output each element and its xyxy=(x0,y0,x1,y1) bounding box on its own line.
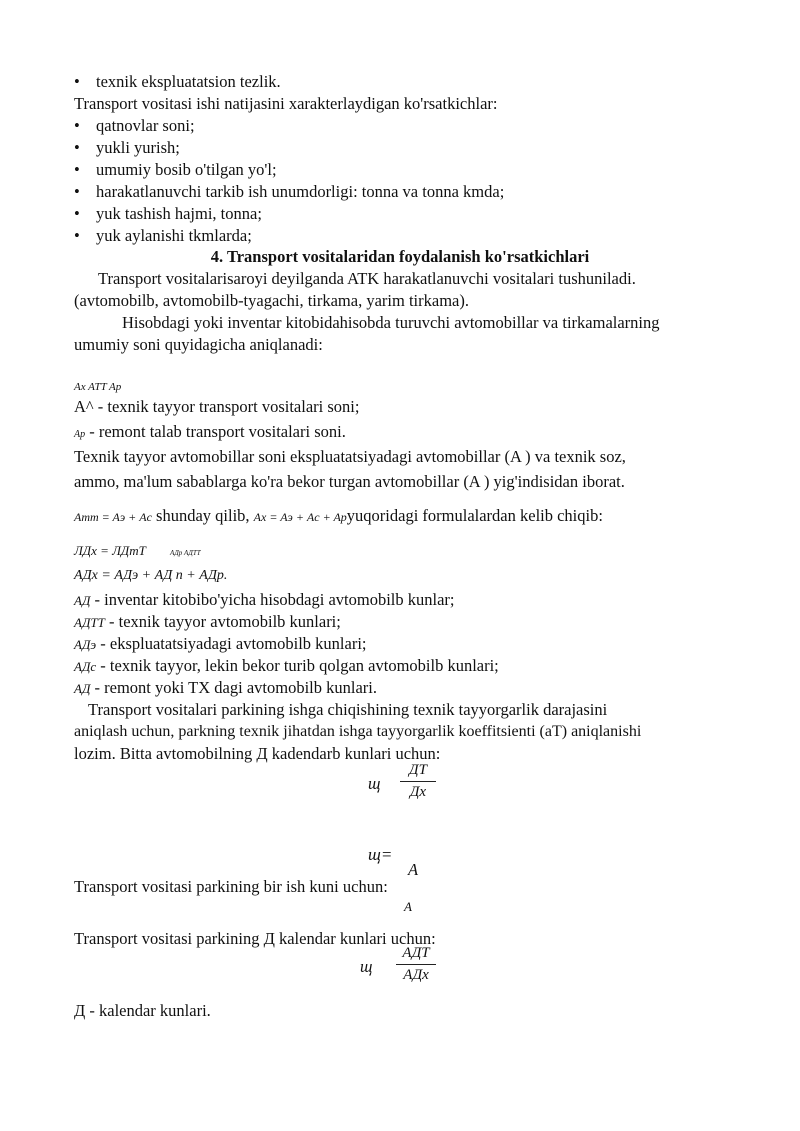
bullet-symbol: • xyxy=(74,204,80,223)
bullet-symbol: • xyxy=(74,116,80,135)
formula-vehicle-days: АДх = АДэ + АД п + АДр. xyxy=(74,568,228,583)
fraction-numerator: ДТ xyxy=(409,762,427,778)
formula-fragment: Amm = Aэ + Ac xyxy=(74,510,152,524)
indicators-intro: Transport vositasi ishi natijasini xarakterlaydigan ko'rsatkichlar: xyxy=(74,94,498,113)
fraction-denominator: A xyxy=(404,899,412,914)
math-symbol: АДс xyxy=(74,659,97,674)
list-item: qatnovlar soni; xyxy=(96,116,195,135)
fraction-numerator: АДТ xyxy=(402,945,430,961)
fraction xyxy=(396,945,436,984)
paragraph-line: ammo, ma'lum sabablarga ko'ra bekor turgan avtomobillar (A ) yig'indisidan iborat. xyxy=(74,472,625,491)
fraction xyxy=(400,762,436,801)
definition-line xyxy=(74,612,341,633)
section-heading: 4. Transport vositalaridan foydalanish ko'rsatkichlari xyxy=(210,247,590,266)
paragraph-line: (avtomobilb, avtomobilb-tyagachi, tirkama, yarim tirkama). xyxy=(74,291,469,310)
definition-line: A^ - texnik tayyor transport vositalari soni; xyxy=(74,397,360,416)
paragraph-line: Transport vositasi parkining Д kalendar kunlari uchun: xyxy=(74,929,436,948)
list-item: yukli yurish; xyxy=(96,138,180,157)
formula-fragment: ЛДx = ЛДmT xyxy=(74,543,146,558)
math-symbol: Ap xyxy=(74,429,86,440)
math-symbol: АДэ xyxy=(74,637,97,652)
paragraph-line: Д - kalendar kunlari. xyxy=(74,1001,211,1020)
list-item: texnik ekspluatatsion tezlik. xyxy=(96,72,281,91)
definition-line xyxy=(74,634,367,655)
bullet-symbol: • xyxy=(74,138,80,157)
paragraph-line: lozim. Bitta avtomobilning Д kadendarb kunlari uchun: xyxy=(74,744,441,763)
definition-text: - inventar kitobibo'yicha hisobdagi avtomobilb kunlar; xyxy=(90,590,455,609)
list-item: harakatlanuvchi tarkib ish unumdorligi: tonna va tonna kmda; xyxy=(96,182,505,201)
math-symbol: АД xyxy=(74,593,91,608)
list-item: yuk aylanishi tkmlarda; xyxy=(96,226,252,245)
bullet-symbol: • xyxy=(74,226,80,245)
formula-total-vehicles: Ax ATT Ap xyxy=(74,381,122,393)
definition-text: - remont yoki TX dagi avtomobilb kunlari. xyxy=(90,678,377,697)
formula-line xyxy=(74,540,201,563)
definition-text: - ekspluatatsiyadagi avtomobilb kunlari; xyxy=(96,634,367,653)
coefficient-symbol: щ= xyxy=(368,845,393,864)
definition-line xyxy=(74,656,499,677)
definition-text: - texnik tayyor avtomobilb kunlari; xyxy=(104,612,341,631)
bullet-symbol: • xyxy=(74,160,80,179)
fraction-bar xyxy=(400,781,436,782)
paragraph-line: aniqlash uchun, parkning texnik jihatdan ishga tayyorgarlik koeffitsienti (aT) aniqlanishi xyxy=(74,723,642,740)
formula-tail: yuqoridagi formulalardan kelib chiqib: xyxy=(346,506,603,525)
paragraph-line: Transport vositalari parkining ishga chiqishining texnik tayyorgarlik darajasini xyxy=(88,700,608,719)
definition-text: - texnik tayyor, lekin bekor turib qolgan avtomobilb kunlari; xyxy=(96,656,499,675)
paragraph-line: Texnik tayyor avtomobillar soni ekspluatatsiyadagi avtomobillar (A ) va texnik soz, xyxy=(74,447,626,466)
coefficient-symbol: щ xyxy=(368,774,381,793)
bullet-symbol: • xyxy=(74,72,80,91)
bullet-symbol: • xyxy=(74,182,80,201)
formula-connector: shunday qilib, xyxy=(151,506,254,525)
fraction-bar xyxy=(396,964,436,965)
math-symbol: АДТТ xyxy=(74,615,105,630)
definition-text: - remont talab transport vositalari soni. xyxy=(85,422,346,441)
paragraph-line: umumiy soni quyidagicha aniqlanadi: xyxy=(74,335,323,354)
definition-line xyxy=(74,590,454,611)
definition-line xyxy=(74,678,377,699)
paragraph-line: Hisobdagi yoki inventar kitobidahisobda turuvchi avtomobillar va tirkamalarning xyxy=(122,313,660,332)
formula-fragment: Ax = Aэ + Ac + Ap xyxy=(253,510,347,524)
paragraph-line: Transport vositasi parkining bir ish kuni uchun: xyxy=(74,877,388,896)
fraction-numerator: A xyxy=(408,860,419,879)
fraction-denominator: Дх xyxy=(409,784,427,800)
list-item: umumiy bosib o'tilgan yo'l; xyxy=(96,160,277,179)
math-symbol: АД xyxy=(74,681,91,696)
paragraph-line: Transport vositalarisaroyi deyilganda ATK harakatlanuvchi vositalari tushuniladi. xyxy=(98,269,636,288)
definition-line xyxy=(74,422,346,445)
fraction-denominator: АДх xyxy=(403,967,429,983)
list-item: yuk tashish hajmi, tonna; xyxy=(96,204,262,223)
coefficient-symbol: щ xyxy=(360,957,373,976)
formula-subscripts: АДр АДТТ xyxy=(169,549,201,557)
formula-line xyxy=(74,506,603,527)
